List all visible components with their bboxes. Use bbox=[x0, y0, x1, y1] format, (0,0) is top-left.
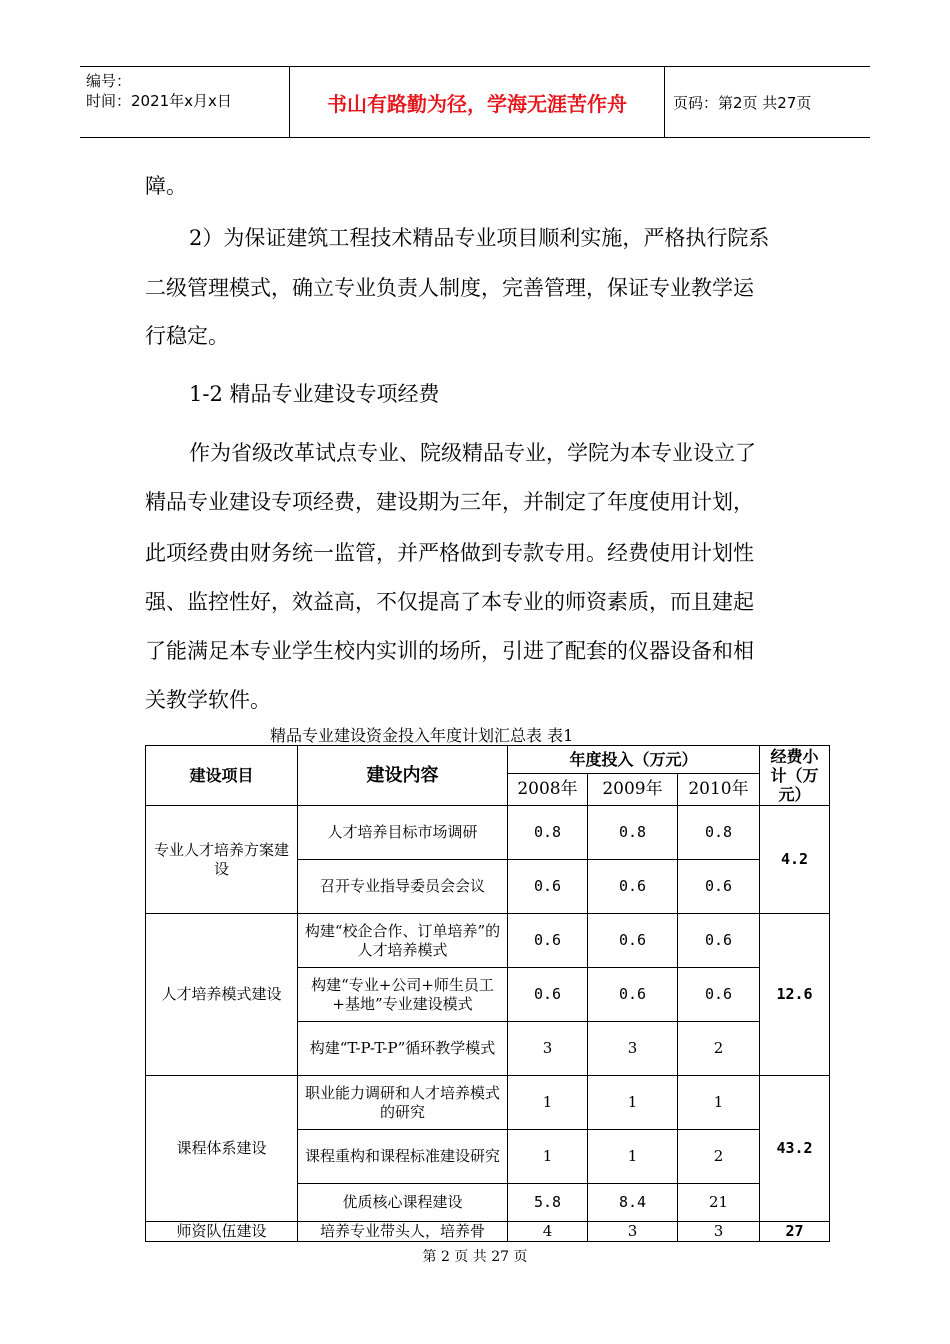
header-subtotal: 经费小计（万元） bbox=[760, 746, 830, 806]
header-annual: 年度投入（万元） bbox=[508, 746, 760, 774]
value-cell: 0.6 bbox=[588, 968, 678, 1022]
value-cell: 3 bbox=[588, 1022, 678, 1076]
value-cell: 1 bbox=[508, 1130, 588, 1184]
paragraph-line: 强、监控性好，效益高，不仅提高了本专业的师资素质，而且建起 bbox=[145, 590, 754, 614]
header-page-info: 页码：第2页 共27页 bbox=[673, 93, 812, 112]
value-cell: 3 bbox=[588, 1222, 678, 1242]
header-project: 建设项目 bbox=[146, 746, 298, 806]
page-footer: 第 2 页 共 27 页 bbox=[422, 1249, 528, 1265]
table-row bbox=[146, 914, 830, 968]
content-cell: 构建“专业+公司+师生员工+基地”专业建设模式 bbox=[298, 968, 508, 1022]
content-cell: 优质核心课程建设 bbox=[298, 1184, 508, 1222]
header-motto: 书山有路勤为径，学海无涯苦作舟 bbox=[290, 67, 665, 137]
value-cell: 3 bbox=[678, 1222, 760, 1242]
value-cell: 0.8 bbox=[678, 806, 760, 860]
subtotal-cell: 27 bbox=[760, 1222, 830, 1242]
content-cell: 召开专业指导委员会会议 bbox=[298, 860, 508, 914]
value-cell: 1 bbox=[678, 1076, 760, 1130]
value-cell: 8.4 bbox=[588, 1184, 678, 1222]
value-cell: 0.6 bbox=[508, 914, 588, 968]
value-cell: 0.6 bbox=[678, 860, 760, 914]
content-cell: 构建“校企合作、订单培养”的人才培养模式 bbox=[298, 914, 508, 968]
value-cell: 0.6 bbox=[678, 914, 760, 968]
project-cell: 师资队伍建设 bbox=[146, 1222, 298, 1242]
table-caption: 精品专业建设资金投入年度计划汇总表 表1 bbox=[270, 726, 574, 745]
content-cell: 课程重构和课程标准建设研究 bbox=[298, 1130, 508, 1184]
value-cell: 1 bbox=[588, 1076, 678, 1130]
project-cell: 人才培养模式建设 bbox=[146, 914, 298, 1076]
project-cell: 专业人才培养方案建设 bbox=[146, 806, 298, 914]
section-heading: 1-2 精品专业建设专项经费 bbox=[189, 382, 440, 406]
subtotal-cell: 4.2 bbox=[760, 806, 830, 914]
table-row bbox=[146, 806, 830, 860]
page-header bbox=[80, 66, 870, 138]
paragraph-line: 作为省级改革试点专业、院级精品专业，学院为本专业设立了 bbox=[189, 441, 756, 465]
value-cell: 0.8 bbox=[588, 806, 678, 860]
header-year-2009: 2009年 bbox=[588, 774, 678, 806]
paragraph-line: 精品专业建设专项经费，建设期为三年，并制定了年度使用计划， bbox=[145, 490, 754, 514]
value-cell: 3 bbox=[508, 1022, 588, 1076]
project-cell: 课程体系建设 bbox=[146, 1076, 298, 1222]
header-content: 建设内容 bbox=[298, 746, 508, 806]
paragraph-line: 二级管理模式，确立专业负责人制度，完善管理，保证专业教学运 bbox=[145, 276, 754, 300]
paragraph-line: 了能满足本专业学生校内实训的场所，引进了配套的仪器设备和相 bbox=[145, 639, 754, 663]
value-cell: 21 bbox=[678, 1184, 760, 1222]
content-cell: 人才培养目标市场调研 bbox=[298, 806, 508, 860]
table-row bbox=[146, 1076, 830, 1130]
value-cell: 0.8 bbox=[508, 806, 588, 860]
document-number: 编号： bbox=[86, 72, 132, 90]
paragraph-line: 关教学软件。 bbox=[145, 688, 271, 712]
paragraph-line: 行稳定。 bbox=[145, 324, 229, 348]
header-meta bbox=[80, 67, 290, 137]
content-cell: 构建“T-P-T-P”循环教学模式 bbox=[298, 1022, 508, 1076]
value-cell: 5.8 bbox=[508, 1184, 588, 1222]
subtotal-cell: 12.6 bbox=[760, 914, 830, 1076]
header-year-2008: 2008年 bbox=[508, 774, 588, 806]
paragraph-line: 障。 bbox=[145, 174, 187, 198]
subtotal-cell: 43.2 bbox=[760, 1076, 830, 1222]
value-cell: 1 bbox=[588, 1130, 678, 1184]
value-cell: 1 bbox=[508, 1076, 588, 1130]
value-cell: 0.6 bbox=[508, 860, 588, 914]
value-cell: 0.6 bbox=[508, 968, 588, 1022]
value-cell: 4 bbox=[508, 1222, 588, 1242]
value-cell: 0.6 bbox=[678, 968, 760, 1022]
value-cell: 2 bbox=[678, 1130, 760, 1184]
budget-table bbox=[145, 745, 830, 1242]
header-year-2010: 2010年 bbox=[678, 774, 760, 806]
table-row bbox=[146, 1222, 830, 1242]
value-cell: 0.6 bbox=[588, 860, 678, 914]
paragraph-line: 此项经费由财务统一监管，并严格做到专款专用。经费使用计划性 bbox=[145, 541, 754, 565]
paragraph-line: 2）为保证建筑工程技术精品专业项目顺利实施，严格执行院系 bbox=[189, 226, 770, 250]
content-cell: 职业能力调研和人才培养模式的研究 bbox=[298, 1076, 508, 1130]
value-cell: 2 bbox=[678, 1022, 760, 1076]
value-cell: 0.6 bbox=[588, 914, 678, 968]
document-time: 时间：2021年x月x日 bbox=[86, 92, 232, 110]
table-header-row bbox=[146, 746, 830, 774]
content-cell: 培养专业带头人，培养骨 bbox=[298, 1222, 508, 1242]
